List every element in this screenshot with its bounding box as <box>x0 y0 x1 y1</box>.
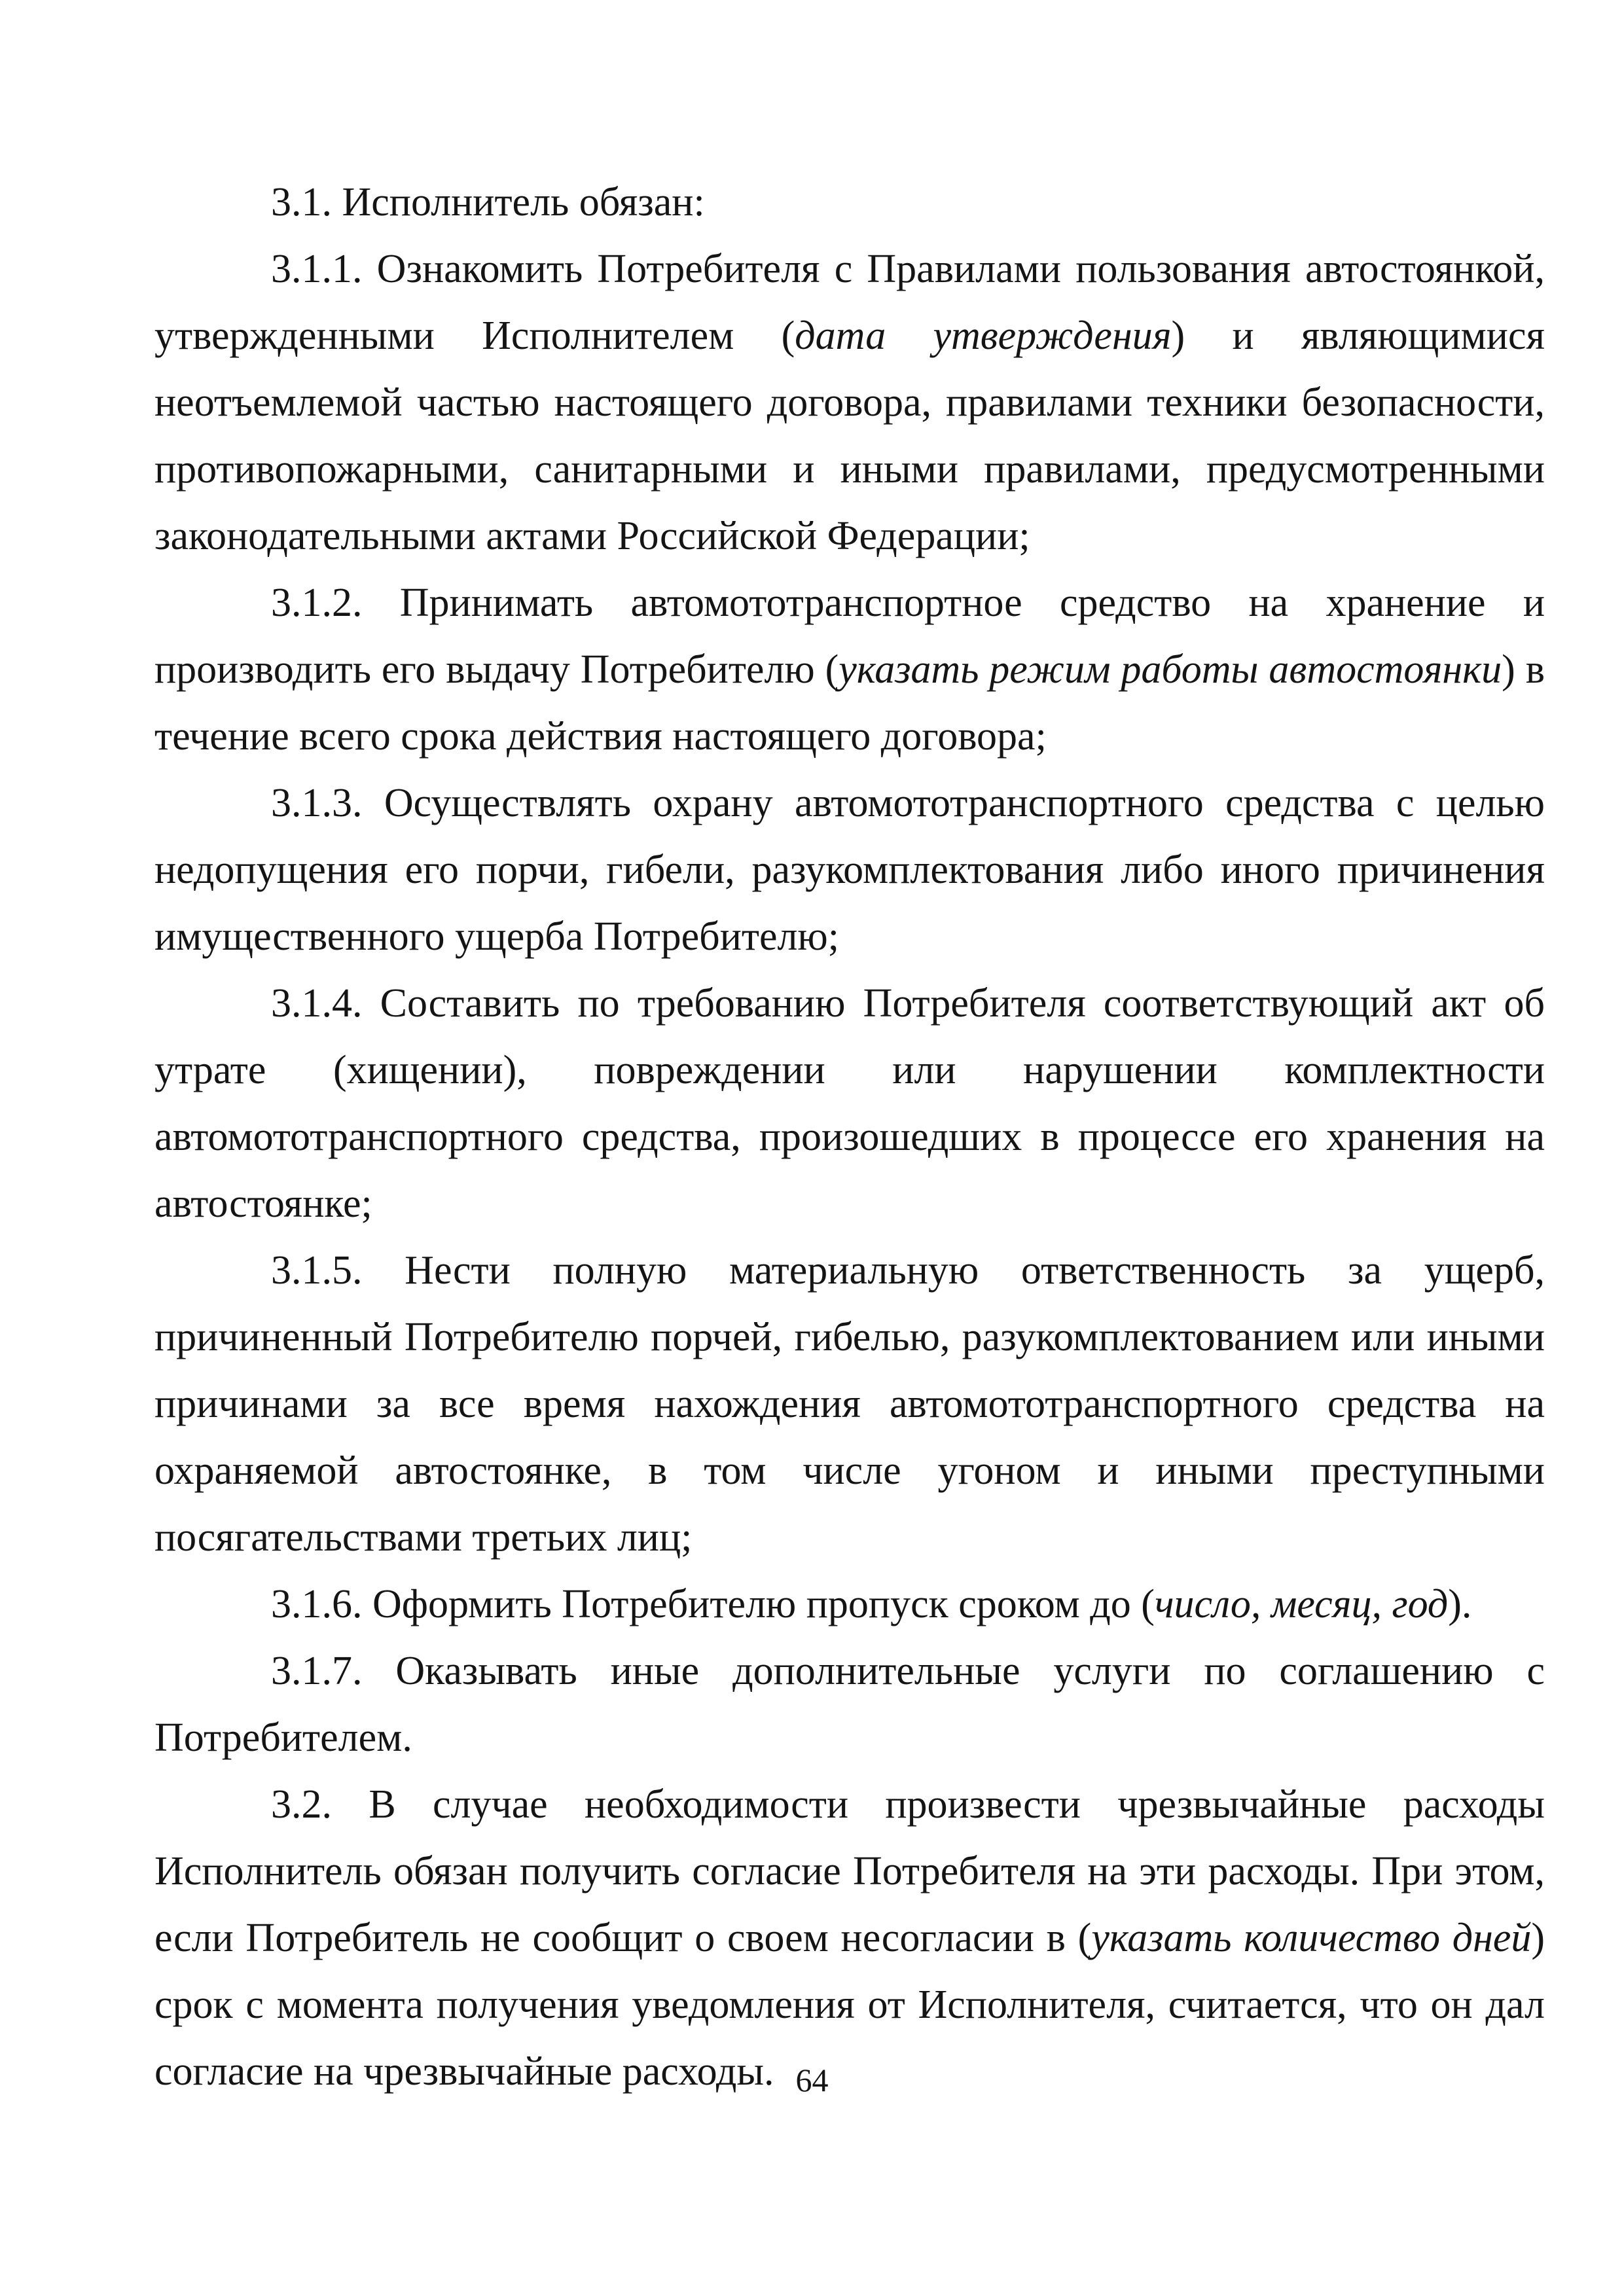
page-number: 64 <box>795 2062 829 2098</box>
paragraph-3-1 <box>154 169 1545 236</box>
placeholder-pass-date: число, месяц, год <box>1154 1582 1449 1626</box>
placeholder-parking-hours: указать режим работы автостоянки <box>839 647 1502 692</box>
paragraph-3-1-6 <box>154 1571 1545 1638</box>
paragraph-text: 3.1.7. Оказывать иные дополнительные услуги по соглашению с Потребителем. <box>154 1649 1545 1760</box>
paragraph-text: 3.1.3. Осуществлять охрану автомототранспортного средства с целью недопущения его порчи, гибели, разукомплектования либо иного причинения имущественного ущерба Потребителю; <box>154 781 1545 959</box>
paragraph-3-1-1 <box>154 236 1545 569</box>
paragraph-3-1-7 <box>154 1638 1545 1771</box>
paragraph-text: 3.1.4. Составить по требованию Потребителя соответствующий акт об утрате (хищении), повреждении или нарушении комплектности автомототранспортного средства, произошедших в процессе его хранения на автостоянке; <box>154 981 1545 1226</box>
paragraph-text-continued: ). <box>1448 1582 1472 1626</box>
paragraph-text-continued: ) в течение всего срока действия настоящего договора; <box>154 647 1545 759</box>
paragraph-3-1-3 <box>154 770 1545 970</box>
paragraph-text: 3.1.6. Оформить Потребителю пропуск сроком до ( <box>271 1582 1155 1626</box>
paragraph-text: 3.1. Исполнитель обязан: <box>271 180 705 224</box>
paragraph-text: 3.1.2. Принимать автомототранспортное средство на хранение и производить его выдачу Потребителю ( <box>154 581 1545 692</box>
paragraph-text-continued: ) и являющимися неотъемлемой частью настоящего договора, правилами техники безопасности, противопожарными, санитарными и иными правилами, предусмотренными законодательными актами Российской Федерации; <box>154 314 1545 558</box>
paragraph-text-continued: ) срок с момента получения уведомления от Исполнителя, считается, что он дал согласие на чрезвычайные расходы. <box>154 1916 1545 2094</box>
paragraph-text: 3.2. В случае необходимости произвести чрезвычайные расходы Исполнитель обязан получить согласие Потребителя на эти расходы. При этом, если Потребитель не сообщит о своем несогласии в ( <box>154 1782 1545 1960</box>
document-body <box>154 169 1545 2105</box>
paragraph-3-1-5 <box>154 1237 1545 1571</box>
paragraph-text: 3.1.5. Нести полную материальную ответственность за ущерб, причиненный Потребителю порчей, гибелью, разукомплектованием или иными причинами за все время нахождения автомототранспортного средства на охраняемой автостоянке, в том числе угоном и иными преступными посягательствами третьих лиц; <box>154 1248 1545 1560</box>
paragraph-3-2 <box>154 1771 1545 2105</box>
paragraph-3-1-2 <box>154 569 1545 770</box>
paragraph-3-1-4 <box>154 970 1545 1237</box>
placeholder-approval-date: дата утверждения <box>795 314 1172 358</box>
paragraph-text: 3.1.1. Ознакомить Потребителя с Правилами пользования автостоянкой, утвержденными Исполнителем ( <box>154 247 1545 358</box>
placeholder-number-of-days: указать количество дней <box>1091 1916 1532 1960</box>
